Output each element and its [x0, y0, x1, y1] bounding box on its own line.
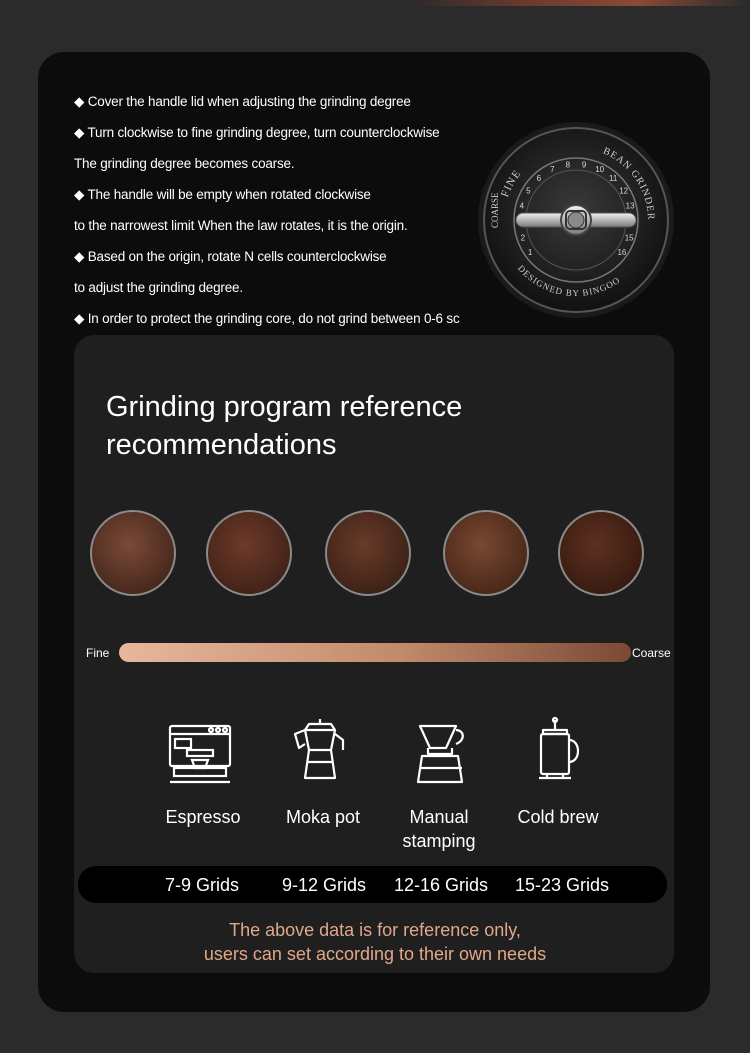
dial-number: 8	[565, 160, 571, 170]
dial-number: 12	[619, 186, 629, 196]
note-line-1: The above data is for reference only,	[229, 920, 521, 940]
ground-coffee-sample-medium	[325, 510, 411, 596]
dial-number: 4	[519, 201, 525, 211]
scale-coarse-label: Coarse	[632, 646, 671, 660]
brew-method-manual-stamping: Manual stamping	[402, 807, 476, 851]
ground-coffee-sample-medium-coarse	[443, 510, 529, 596]
dial-number: 11	[609, 174, 618, 184]
dial-number: 7	[550, 165, 555, 175]
espresso-machine-icon	[165, 720, 235, 790]
instruction-line: The grinding degree becomes coarse.	[74, 156, 295, 171]
grid-value-cold-brew: 15-23 Grids	[514, 875, 610, 895]
ground-coffee-sample-medium-fine	[206, 510, 292, 596]
dial-number: 10	[595, 165, 605, 175]
dial-number: 15	[624, 233, 634, 243]
brew-method-espresso: Espresso	[165, 807, 241, 827]
instruction-line: to adjust the grinding degree.	[74, 280, 243, 295]
ground-coffee-sample-coarse	[558, 510, 644, 596]
grinder-dial-image	[476, 120, 676, 320]
dial-coarse-label: COARSE	[490, 192, 500, 228]
grid-value-moka-pot: 9-12 Grids	[281, 875, 367, 895]
dial-designer-label: DESIGNED BY BINGOO	[515, 263, 623, 299]
card-title: Grinding program reference recommendations	[106, 391, 463, 461]
reference-note	[140, 918, 610, 966]
instruction-line: ◆ Turn clockwise to fine grinding degree, turn counterclockwise	[74, 125, 440, 140]
dial-fine-label: FINE	[499, 167, 524, 199]
pour-over-icon	[406, 720, 476, 790]
instruction-line: ◆ The handle will be empty when rotated clockwise	[74, 187, 371, 202]
brew-method-moka-pot: Moka pot	[285, 807, 361, 827]
fineness-scale-bar	[119, 643, 631, 662]
ground-coffee-sample-fine	[90, 510, 176, 596]
dial-number: 5	[526, 186, 531, 196]
moka-pot-icon	[287, 716, 357, 786]
brew-method-cold-brew: Cold brew	[517, 807, 599, 827]
dial-brand-label: BEAN GRINDER	[601, 145, 657, 221]
scale-fine-label: Fine	[86, 646, 110, 660]
instruction-line: ◆ Cover the handle lid when adjusting the grinding degree	[74, 94, 411, 109]
french-press-icon	[525, 716, 595, 786]
dial-number: 1	[527, 248, 533, 258]
instruction-line: ◆ In order to protect the grinding core, do not grind between 0-6 sc	[74, 311, 460, 326]
dial-number: 9	[581, 160, 587, 170]
instruction-line: ◆ Based on the origin, rotate N cells counterclockwise	[74, 249, 387, 264]
dial-number: 13	[625, 201, 635, 211]
instruction-line: to the narrowest limit When the law rotates, it is the origin.	[74, 218, 408, 233]
grid-value-espresso: 7-9 Grids	[164, 875, 240, 895]
dial-number: 2	[520, 233, 526, 243]
top-accent-strip	[0, 0, 750, 6]
dial-number: 6	[536, 174, 542, 184]
instructions-list	[74, 86, 514, 334]
note-line-2: users can set according to their own needs	[203, 944, 547, 964]
dial-number: 16	[617, 248, 627, 258]
grid-value-manual-stamping: 12-16 Grids	[393, 875, 489, 895]
